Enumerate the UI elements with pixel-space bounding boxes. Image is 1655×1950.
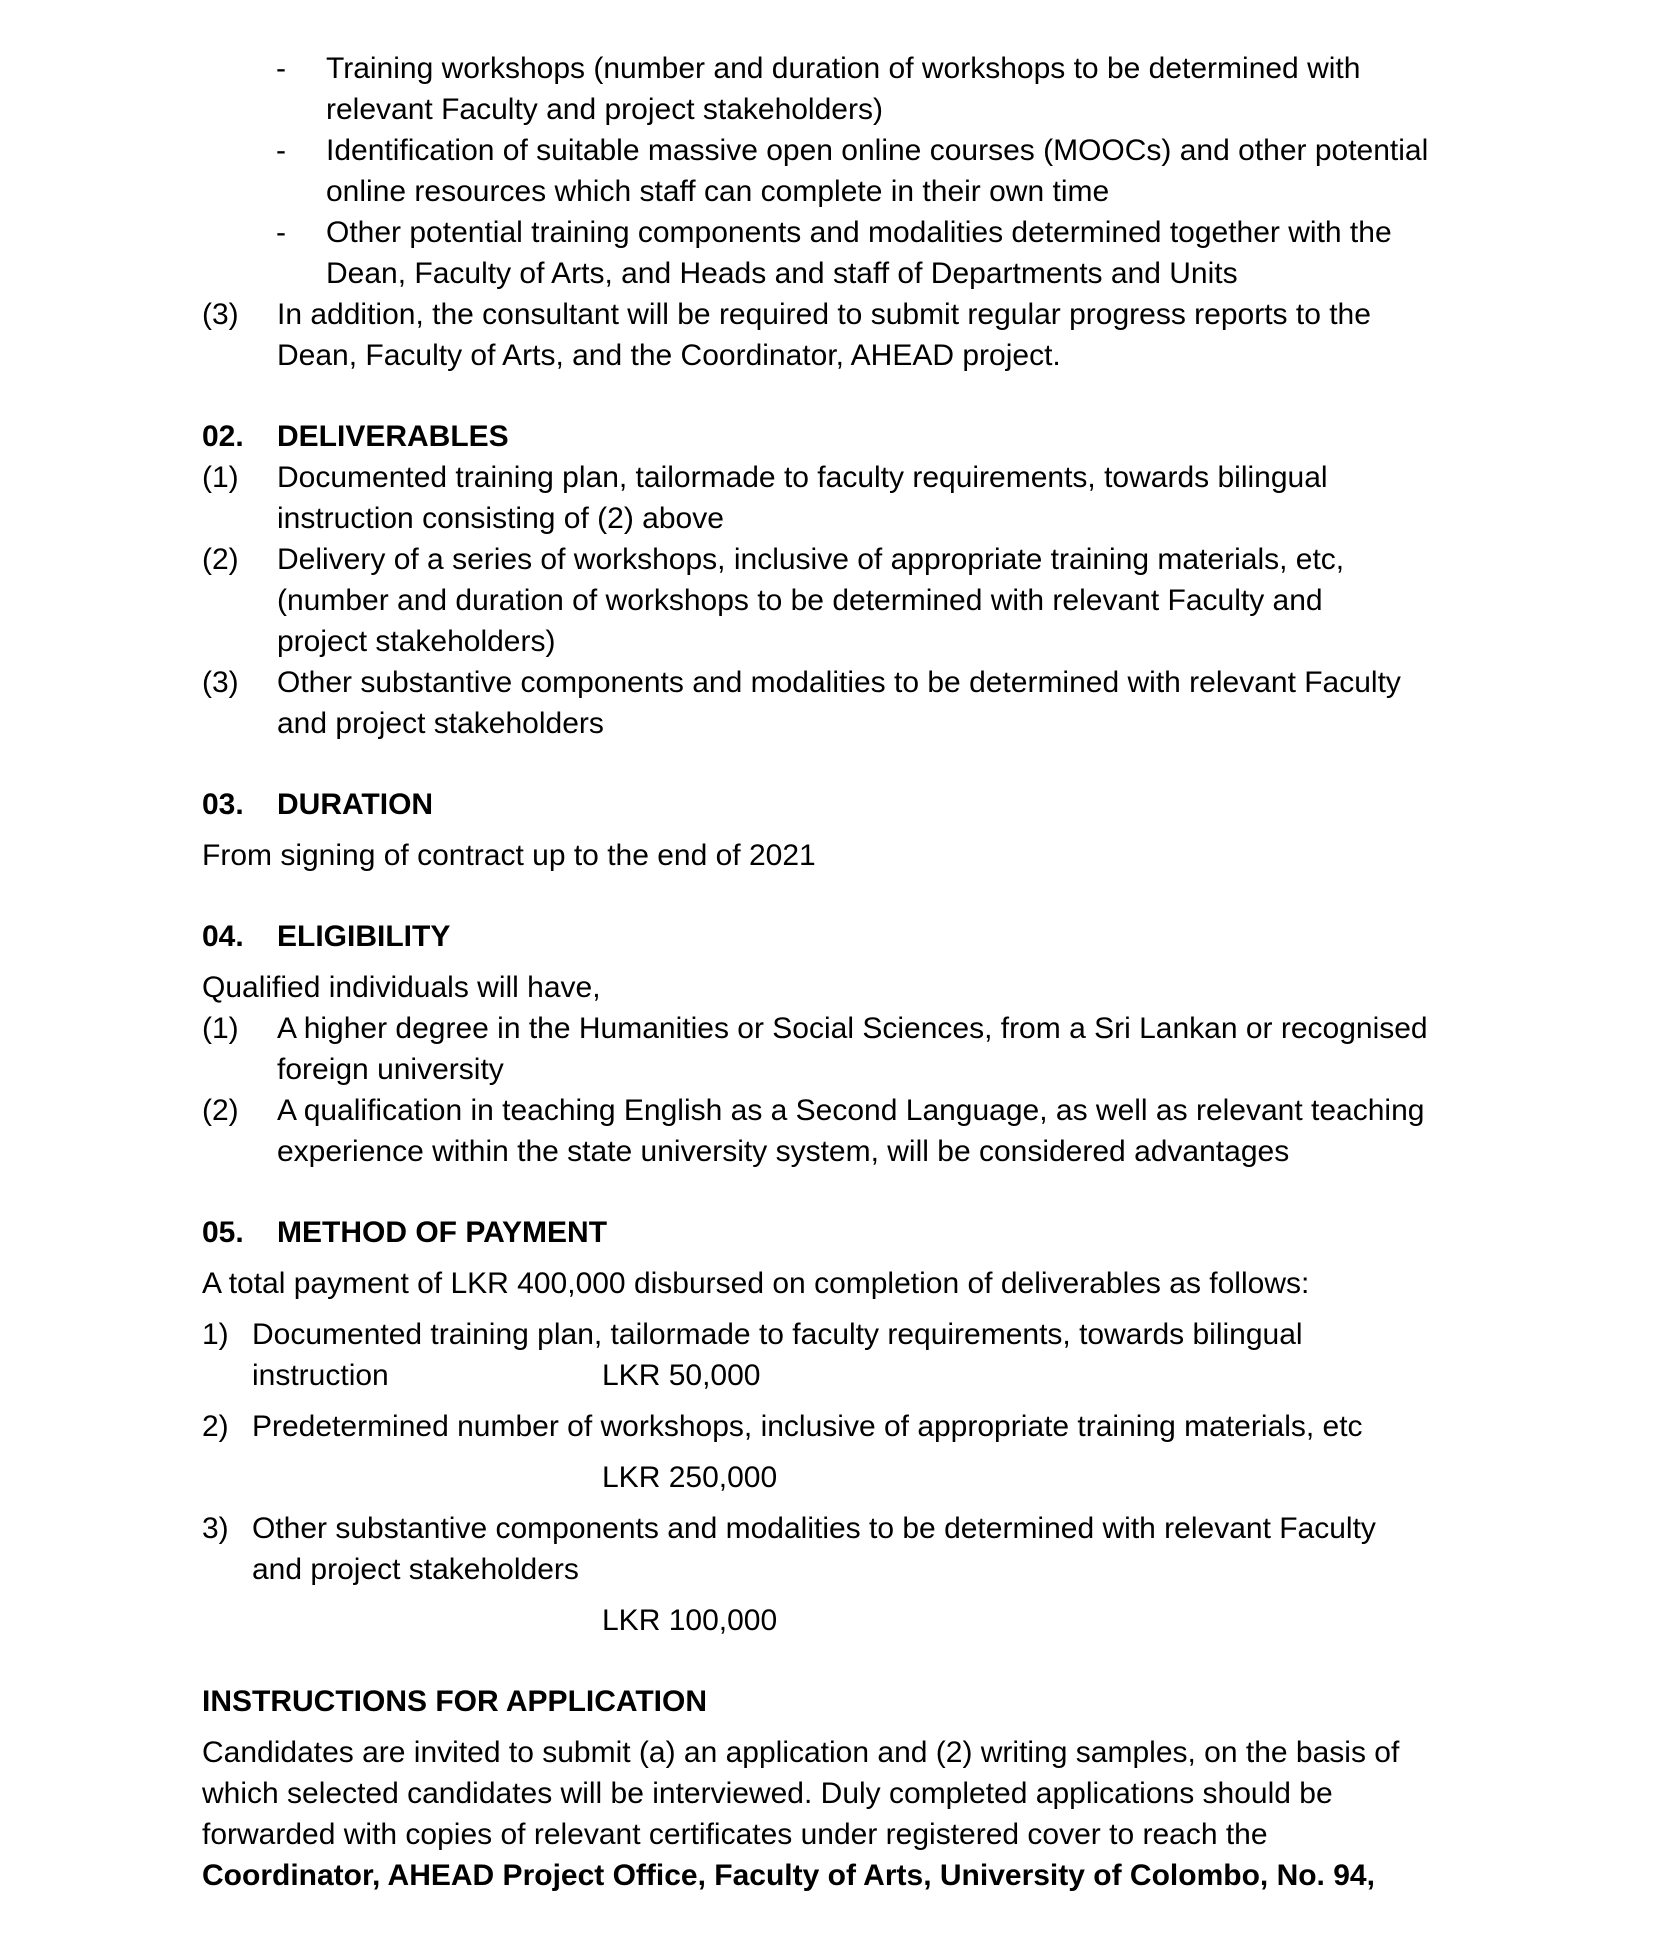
payment-amount: LKR 250,000 <box>602 1461 778 1494</box>
deliverable-item: (3) Other substantive components and modalities to be determined with relevant Faculty and project stakeholders <box>202 666 1401 740</box>
duration-text: From signing of contract up to the end of 2021 <box>202 839 816 872</box>
payment-item: 3) Other substantive components and modalities to be determined with relevant Faculty and project stakeholders <box>202 1512 1376 1586</box>
section-heading-instructions: INSTRUCTIONS FOR APPLICATION <box>202 1685 707 1718</box>
eligibility-intro: Qualified individuals will have, <box>202 971 601 1004</box>
eligibility-item: (1) A higher degree in the Humanities or Social Sciences, from a Sri Lankan or recognised foreign university <box>202 1012 1428 1086</box>
payment-intro: A total payment of LKR 400,000 disbursed on completion of deliverables as follows: <box>202 1267 1310 1300</box>
deliverable-item: (2) Delivery of a series of workshops, inclusive of appropriate training materials, etc, (number and duration of workshops to be determined with relevant Faculty and project stakeholders) <box>202 543 1345 658</box>
document-page <box>202 48 1482 1896</box>
section-heading-duration: 03. DURATION <box>202 788 434 821</box>
eligibility-item: (2) A qualification in teaching English as a Second Language, as well as relevant teaching experience within the state university system, will be considered advantages <box>202 1094 1425 1168</box>
address-line: Coordinator, AHEAD Project Office, Faculty of Arts, University of Colombo, No. 94, <box>202 1859 1375 1892</box>
deliverable-item: (1) Documented training plan, tailormade to faculty requirements, towards bilingual instruction consisting of (2) above <box>202 461 1328 535</box>
payment-amount: LKR 50,000 <box>602 1359 761 1392</box>
payment-item: 1) Documented training plan, tailormade to faculty requirements, towards bilingual instruction LKR 50,000 <box>202 1314 1482 1396</box>
section-heading-payment: 05. METHOD OF PAYMENT <box>202 1216 608 1249</box>
progress-report-item: (3) In addition, the consultant will be required to submit regular progress reports to the Dean, Faculty of Arts, and the Coordinator, AHEAD project. <box>202 294 1482 376</box>
payment-item: 2) Predetermined number of workshops, inclusive of appropriate training materials, etc <box>202 1410 1363 1443</box>
section-heading-deliverables: 02. DELIVERABLES <box>202 420 509 453</box>
dash-marker: - <box>276 134 286 167</box>
bullet-item: - Other potential training components and modalities determined together with the Dean, Faculty of Arts, and Heads and staff of Departments and Units <box>276 212 1482 294</box>
instructions-paragraph: Candidates are invited to submit (a) an application and (2) writing samples, on the basis of which selected candidates will be interviewed. Duly completed applications should be forwarded with copies of relevant certificates under registered cover to reach the Coordinator, AHEAD Project Office, Faculty of Arts, University of Colombo, No. 94, <box>202 1736 1400 1892</box>
section-heading-eligibility: 04. ELIGIBILITY <box>202 920 451 953</box>
training-bullet-list <box>202 48 1482 294</box>
payment-amount: LKR 100,000 <box>602 1604 778 1637</box>
item-number: (3) <box>202 298 239 331</box>
dash-marker: - <box>276 216 286 249</box>
dash-marker: - <box>276 52 286 85</box>
bullet-item: - Identification of suitable massive open online courses (MOOCs) and other potential online resources which staff can complete in their own time <box>276 130 1482 212</box>
bullet-item: - Training workshops (number and duration of workshops to be determined with relevant Faculty and project stakeholders) <box>276 48 1482 130</box>
